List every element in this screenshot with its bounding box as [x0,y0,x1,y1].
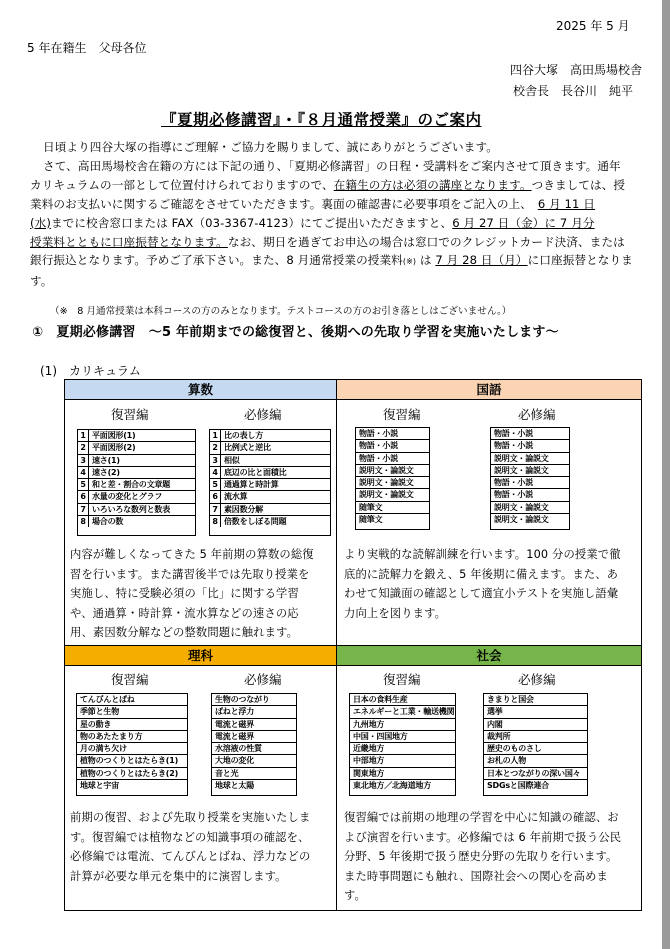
description-line: 習を行います。また講習後半では先取り授業を [70,567,310,581]
intro-line [30,176,645,195]
item-label: 相似 [224,455,240,465]
item-number: 1 [78,430,89,441]
japanese-header: 国語 [337,380,641,400]
description-line: 内容が難しくなってきた 5 年前期の算数の総復 [70,548,314,561]
list-item [484,768,587,780]
item-number: 3 [78,455,89,466]
list-item [210,479,330,491]
japanese-required-list [490,427,570,530]
description-line: わせて知識面の確認として適宜小テストを実施し語彙 [344,587,619,600]
science-header: 理科 [65,646,336,666]
science-description [70,808,335,886]
item-label: 物語・小説 [494,490,533,500]
list-item [356,514,429,525]
item-label: 物のあたたまり方 [80,731,143,741]
social-review-label: 復習編 [383,672,421,687]
list-item [210,455,330,467]
item-label: 植物のつくりとはたらき(2) [80,768,179,778]
item-number: 6 [78,491,89,502]
list-item [484,780,587,791]
item-label: 比の表し方 [224,431,263,440]
list-item [77,768,187,780]
social-description [344,808,640,906]
item-label: 生物のつながり [215,695,270,704]
intro-line [30,233,645,252]
item-label: てんびんとばね [80,695,135,704]
social-review-list [349,693,456,796]
item-label: 物語・小説 [359,441,398,451]
item-label: 速さ(1) [92,455,120,465]
description-line: 前期の復習、および先取り授業を実施いたしま [70,811,311,824]
description-line: 復習編では前期の地理の学習を中心に知識の確認、お [344,811,619,824]
item-number: 2 [210,442,221,453]
text: までに校舎窓口または FAX（03-3367-4123）にてご提出いただきますと、 [50,215,453,230]
list-item [77,706,187,718]
list-item [78,430,195,442]
list-item [78,504,195,516]
list-item [491,453,569,465]
list-item [78,516,195,527]
list-item [77,743,187,755]
list-item [484,706,587,718]
item-label: ばねと浮力 [215,707,254,717]
list-item [491,465,569,477]
description-line: 底的に読解力を鍛え、5 年後期に備えます。また、あ [344,567,619,581]
item-label: 中国・四国地方 [353,731,408,741]
math-review-list [77,429,196,536]
curriculum-label: (1) カリキュラム [40,364,141,378]
description-line: 必修編では電流、てんびんとばね、浮力などの [70,850,311,863]
list-item [491,440,569,452]
description-line: 用、素因数分解などの整数問題に触れます。 [70,626,299,639]
social-required-list [483,693,588,796]
list-item [484,719,587,731]
item-number: 5 [210,479,221,490]
description-line: 実施し、特に受験必須の「比」に関する学習 [70,587,299,600]
item-label: 速さ(2) [92,467,120,477]
item-label: 季節と生物 [80,707,119,717]
description-line: 力向上を図ります。 [344,606,447,620]
list-item [78,455,195,467]
item-number: 7 [78,504,89,515]
item-label: 物語・小説 [359,429,398,438]
item-label: 中部地方 [353,756,385,766]
list-item [484,731,587,743]
text: 銀行振込となります。予めご了承下さい。また、8 月通常授業の授業料 [30,253,403,268]
item-label: 月の満ち欠け [80,744,127,754]
list-item [212,755,296,767]
list-item [356,465,429,477]
item-label: 電流と磁界 [215,719,254,729]
item-label: 地球と宇宙 [80,781,119,791]
debit-date: 6 月 27 日（金）に 7 月分 [452,215,595,230]
math-description [70,545,335,643]
list-item [350,768,455,780]
footnote-mark: (※) [402,257,417,267]
description-line: す。復習編では植物などの知識事項の確認を、 [70,830,310,844]
item-label: 地球と太陽 [215,781,254,791]
list-item [77,755,187,767]
item-label: 倍数をしぼる問題 [224,517,287,527]
item-label: 植物のつくりとはたらき(1) [80,756,179,766]
list-item [491,489,569,501]
list-item [210,516,330,527]
science-required-label: 必修編 [244,672,282,687]
item-label: 物語・小説 [494,429,533,438]
social-header: 社会 [337,646,641,666]
deadline-date: 6 月 11 日 [537,196,595,211]
item-label: 随筆文 [359,502,383,512]
list-item [484,755,587,767]
list-item [491,514,569,525]
list-item [78,467,195,479]
intro-line: 日頃より四谷大塚の指導にご理解・ご協力を賜りまして、誠にありがとうございます。 [43,140,498,154]
item-label: 日本の食料生産 [353,695,408,704]
item-label: 電流と磁界 [215,731,254,741]
intro-line: す。 [30,274,53,289]
text: は [416,253,436,268]
intro-line [30,195,645,214]
list-item [356,489,429,501]
japanese-required-label: 必修編 [518,407,556,422]
japanese-description [344,545,640,623]
item-number: 4 [210,467,221,478]
item-number: 7 [210,504,221,515]
item-label: 比例式と逆比 [224,443,271,453]
list-item [77,694,187,706]
list-item [356,502,429,514]
science-review-list [76,693,188,796]
item-label: 説明文・論説文 [494,453,549,463]
list-item [350,780,455,791]
item-label: 内閣 [487,719,503,729]
text: 業料のお支払いに関するご確認をさせていただきます。裏面の確認書に必要事項をご記入の上、 [30,196,538,211]
item-label: 近畿地方 [353,744,385,754]
text: なお、期日を過ぎてお申込の場合は窓口でのクレジットカード決済、または [227,234,625,249]
item-label: 和と差・割合の文章題 [92,480,170,490]
item-label: 星の動き [80,719,112,729]
item-number: 4 [78,467,89,478]
intro-line: さて、高田馬場校舎在籍の方には下記の通り、「夏期必修講習」の日程・受講料をご案内させて頂きます。通年 [43,158,621,173]
principal: 校舎長 長谷川 純平 [513,84,634,98]
list-item [77,731,187,743]
list-item [77,780,187,791]
item-label: SDGsと国際連合 [487,781,549,791]
item-label: 関東地方 [353,768,385,778]
recipient: 5 年在籍生 父母各位 [27,41,147,55]
japanese-review-label: 復習編 [383,407,421,422]
list-item [210,504,330,516]
description-line: や、通過算・時計算・流水算などの速さの応 [70,606,299,620]
description-line: また時事問題にも触れ、国際社会への関心を高めま [344,869,608,883]
list-item [210,430,330,442]
list-item [350,719,455,731]
math-header: 算数 [65,380,336,400]
list-item [212,731,296,743]
item-label: 底辺の比と面積比 [224,467,287,477]
list-item [350,755,455,767]
item-number: 8 [210,516,221,527]
list-item [212,706,296,718]
list-item [491,502,569,514]
list-item [212,780,296,791]
description-line: す。 [344,889,366,902]
item-label: 物語・小説 [359,453,398,463]
item-label: 水量の変化とグラフ [92,492,163,502]
item-label: 日本とつながりの深い国々 [487,768,581,778]
list-item [491,428,569,440]
item-number: 5 [78,479,89,490]
list-item [356,453,429,465]
item-label: 歴史のものさし [487,744,542,754]
list-item [210,442,330,454]
item-label: 説明文・論説文 [359,465,414,475]
item-label: 選挙 [487,707,503,717]
item-label: エネルギーと工業・輸送機関 [353,707,455,717]
text: に口座振替となりま [527,253,633,268]
item-label: 音と光 [215,768,239,778]
list-item [78,442,195,454]
school-name: 四谷大塚 高田馬場校舎 [510,63,643,77]
list-item [212,768,296,780]
list-item [484,694,587,706]
social-required-label: 必修編 [518,672,556,687]
item-label: 九州地方 [353,719,385,729]
list-item [356,477,429,489]
list-item [210,467,330,479]
item-label: 説明文・論説文 [494,502,549,512]
list-item [78,479,195,491]
item-label: 随筆文 [359,515,383,525]
item-label: 裁判所 [487,731,511,741]
date: 2025 年 5 月 [556,19,630,33]
list-item [210,491,330,503]
description-line: 分野、5 年後期で扱う歴史分野の先取りを行います。 [344,850,618,863]
underlined-text: 在籍生の方は必須の講座となります。 [333,177,532,192]
item-label: 説明文・論説文 [359,490,414,500]
list-item [350,694,455,706]
deadline-day: (水) [30,215,51,230]
description-line: より実戦的な読解訓練を行います。100 分の授業で徹 [344,548,621,561]
item-label: 説明文・論説文 [494,465,549,475]
list-item [491,477,569,489]
intro-line [30,214,645,233]
item-label: 流水算 [224,492,248,502]
list-item [356,428,429,440]
august-debit-date: 7 月 28 日（月） [435,253,528,268]
japanese-review-list [355,427,430,530]
item-label: お札の人物 [487,756,526,766]
item-label: 素因数分解 [224,504,263,514]
item-label: 平面図形(2) [92,443,136,453]
item-label: 物語・小説 [494,441,533,451]
item-label: 平面図形(1) [92,431,136,440]
item-number: 6 [210,491,221,502]
intro-line [30,251,645,272]
list-item [78,491,195,503]
list-item [350,731,455,743]
description-line: よび演習を行います。必修編では 6 年前期で扱う公民 [344,830,622,844]
footnote: （※ 8 月通常授業は本科コースの方のみとなります。テストコースの方のお引き落としはございません。） [50,306,512,317]
list-item [350,743,455,755]
item-label: 通過算と時計算 [224,480,279,490]
list-item [350,706,455,718]
item-label: 大地の変化 [215,756,254,766]
math-review-label: 復習編 [111,407,149,422]
section-heading: ① 夏期必修講習 ～5 年前期までの総復習と、後期への先取り学習を実施いたします～ [32,325,559,340]
item-label: 水溶液の性質 [215,744,262,754]
intro-text [30,138,645,291]
item-number: 1 [210,430,221,441]
list-item [212,719,296,731]
item-label: 説明文・論説文 [359,478,414,488]
science-required-list [211,693,297,796]
page-title: 『夏期必修講習』・『８月通常授業』のご案内 [161,111,482,129]
science-review-label: 復習編 [111,672,149,687]
item-label: 物語・小説 [494,478,533,488]
list-item [356,440,429,452]
item-number: 2 [78,442,89,453]
list-item [212,694,296,706]
item-label: 場合の数 [92,517,124,527]
list-item [212,743,296,755]
text: カリキュラムの一部として位置付けられておりますので、 [30,177,334,192]
description-line: 計算が必要な単元を集中的に演習します。 [70,869,287,883]
item-label: きまりと国会 [487,695,534,704]
math-required-list [209,429,331,536]
underlined-text: 授業料とともに口座振替となります。 [30,234,228,249]
item-number: 8 [78,516,89,527]
item-number: 3 [210,455,221,466]
item-label: 東北地方／北海道地方 [353,781,431,791]
text: つきましては、授 [531,177,626,192]
list-item [77,719,187,731]
list-item [484,743,587,755]
math-required-label: 必修編 [244,407,282,422]
item-label: 説明文・論説文 [494,515,549,525]
item-label: いろいろな数列と数表 [92,504,170,514]
